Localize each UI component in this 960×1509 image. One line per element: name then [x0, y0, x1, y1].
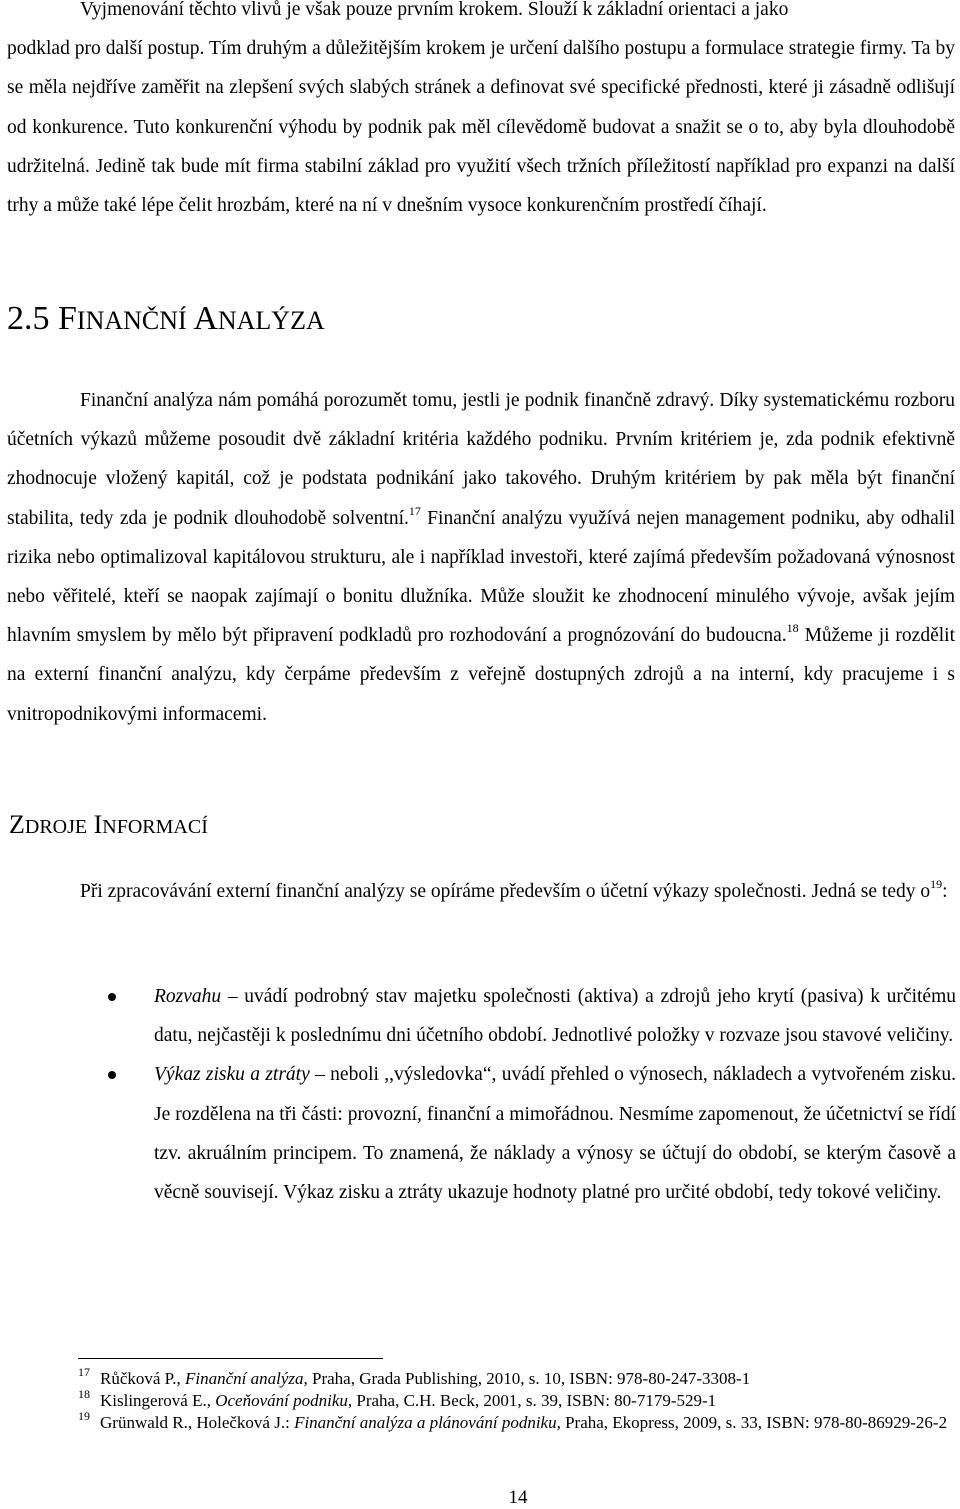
- footnote-title: Finanční analýza a plánování podniku,: [294, 1413, 561, 1432]
- subheading-word2-initial: I: [93, 810, 103, 839]
- footnote-ref-18[interactable]: 18: [786, 621, 799, 636]
- paragraph-sources-text: Při zpracovávání externí finanční analýzy se opíráme především o účetní výkazy společnosti. Jedná se tedy o: [80, 881, 931, 902]
- footnote-details: Praha, Ekopress, 2009, s. 33, ISBN: 978-80-86929-26-2: [560, 1413, 948, 1432]
- footnote-author: Grünwald R., Holečková J.: [100, 1413, 286, 1432]
- footnote-ref-17[interactable]: 17: [408, 503, 421, 518]
- footnote-19: [78, 1409, 958, 1434]
- paragraph-sources-colon: :: [942, 881, 948, 902]
- footnote-title: Finanční analýza,: [185, 1369, 308, 1388]
- footnotes: [78, 1365, 958, 1434]
- paragraph-fa-part-b: Finanční analýzu využívá nejen management podniku, aby odhalil rizika nebo optimalizoval kapitálovou strukturu, ale i například investoři, které zajímá především požadovaná výnosnost nebo věřitelé, kteří se naopak zajímají o bonitu dlužníka. Může sloužit ke zhodnocení minulého vývoje, avšak jejím hlavním smyslem by mělo být připravení podkladů pro rozhodování a prognózování do budoucna.: [7, 507, 955, 647]
- subsection-heading: [9, 808, 208, 844]
- footnote-details: Praha, C.H. Beck, 2001, s. 39, ISBN: 80-7179-529-1: [352, 1391, 717, 1410]
- paragraph-strategy-body: podklad pro další postup. Tím druhým a důležitějším krokem je určení dalšího postupu a formulace strategie firmy. Ta by se měla nejdříve zaměřit na zlepšení svých slabých stránek a definovat své specifické přednosti, které ji zásadně odlišují od konkurence. Tuto konkurenční výhodu by podnik pak měl cílevědomě budovat a snažit se o to, aby byla dlouhodobě udržitelná. Jedině tak bude mít firma stabilní základ pro využití všech tržních příležitostí například pro expanzi na další trhy a může také lépe čelit hrozbám, které na ní v dnešním vysoce konkurenčním prostředí číhají.: [7, 38, 955, 217]
- section-number: 2.5: [7, 300, 50, 337]
- heading-word2-initial: A: [193, 300, 218, 337]
- footnote-number: 19: [78, 1409, 90, 1423]
- list-item-income-statement: [0, 1055, 956, 1212]
- footnote-author: Kislingerová E.: [100, 1391, 207, 1410]
- footnote-separator: ,: [206, 1391, 216, 1410]
- footnote-author: Růčková P.: [100, 1369, 177, 1388]
- list-item-text: – uvádí podrobný stav majetku společnosti (aktiva) a zdrojů jeho krytí (pasiva) k určitému datu, nejčastěji k poslednímu dni účetního období. Jednotlivé položky v rozvaze jsou stavové veličiny.: [154, 986, 956, 1047]
- paragraph-strategy: [7, 0, 955, 225]
- footnote-title: Oceňování podniku,: [215, 1391, 353, 1410]
- footnote-separator: ,: [176, 1369, 185, 1388]
- list-item-term: Výkaz zisku a ztráty: [154, 1064, 310, 1086]
- paragraph-strategy-first-line: Vyjmenování těchto vlivů je však pouze prvním krokem. Slouží k základní orientaci a jako: [80, 0, 789, 20]
- paragraph-sources: [7, 872, 955, 911]
- footnote-divider: [78, 1358, 383, 1359]
- footnote-number: 17: [78, 1365, 90, 1379]
- footnote-separator: :: [285, 1413, 295, 1432]
- heading-word1-initial: F: [58, 300, 77, 337]
- list-item-text: – neboli ,,výsledovka“, uvádí přehled o výnosech, nákladech a vytvořeném zisku. Je rozdělena na tři části: provozní, finanční a mimořádnou. Nesmíme zapomenout, že účetnictví se řídí tzv. akruálním principem. To znamená, že náklady a výnosy se účtují do období, se kterým časově a věcně souvisejí. Výkaz zisku a ztráty ukazuje hodnoty platné pro určité období, tedy tokové veličiny.: [154, 1064, 956, 1204]
- paragraph-fa-part-a: Finanční analýza nám pomáhá porozumět tomu, jestli je podnik finančně zdravý. Díky systematickému rozboru účetních výkazů můžeme posoudit dvě základní kritéria každého podniku. Prvním kritériem je, zda podnik efektivně zhodnocuje vložený kapitál, což je podstata podnikání jako takového. Druhým kritériem by pak měla být finanční stabilita, tedy zda je podnik dlouhodobě solventní.: [7, 390, 955, 529]
- page-number: 14: [508, 1487, 528, 1508]
- bullet-icon: [108, 993, 116, 1001]
- paragraph-financial-analysis: [7, 381, 955, 734]
- footnote-17: [78, 1365, 958, 1390]
- paragraph-fa-part-c: Můžeme ji rozdělit na externí finanční analýzu, kdy čerpáme především z veřejně dostupných zdrojů a na interní, kdy pracujeme i s vnitropodnikovými informacemi.: [7, 625, 955, 725]
- bullet-icon: [108, 1071, 116, 1079]
- list-item-term: Rozvahu: [154, 986, 222, 1007]
- footnote-ref-19[interactable]: 19: [930, 877, 943, 891]
- subheading-word1-rest: DROJE: [24, 816, 88, 838]
- heading-word1-rest: INANČNÍ: [76, 306, 187, 335]
- subheading-word1-initial: Z: [9, 810, 25, 839]
- list-item-balance-sheet: [0, 977, 956, 1055]
- footnote-18: [78, 1387, 958, 1412]
- subheading-word2-rest: NFORMACÍ: [102, 816, 208, 838]
- section-heading: [7, 299, 325, 341]
- heading-word2-rest: NALÝZA: [217, 306, 325, 335]
- footnote-details: Praha, Grada Publishing, 2010, s. 10, ISBN: 978-80-247-3308-1: [307, 1369, 751, 1388]
- statements-list: [0, 977, 960, 1212]
- footnote-number: 18: [78, 1387, 90, 1401]
